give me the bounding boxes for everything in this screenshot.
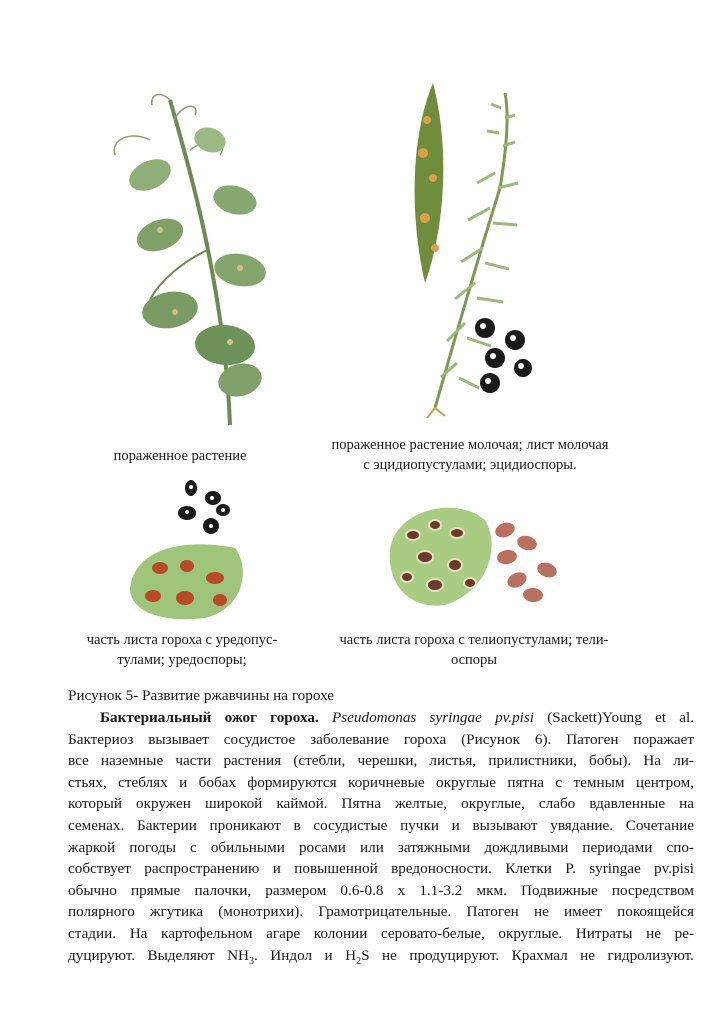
text-line: стадии. На картофельном агаре колонии серовато-белые, округлые. Нитраты не ре- — [68, 924, 694, 942]
body-paragraph — [68, 707, 694, 966]
caption-teliopustules: часть листа гороха с телиопустулами; тели- оспоры — [339, 632, 609, 668]
text-line: который окружен широкой каймой. Пятна желтые, округлые, слабо вдавленные на — [68, 795, 694, 813]
spurge-plant-illustration — [395, 78, 570, 423]
figure-title: Рисунок 5- Развитие ржавчины на горохе — [68, 687, 335, 704]
text-line: собствует распространению и повышенной вредоносности. Клетки P. syringae pv.pisi — [68, 860, 694, 878]
caption-uredopustules: часть листа гороха с уредопус- тулами; уредоспоры; — [86, 632, 278, 668]
teliopustule-leaf-illustration — [385, 495, 565, 615]
paragraph-first-line — [68, 707, 694, 729]
uredopustule-leaf-illustration — [125, 478, 255, 623]
text-line: полярного жгутика (монотрихи). Грамотрицательные. Патоген не имеет покоящейся — [68, 903, 694, 921]
text-line: Бактериоз вызывает сосудистое заболевание гороха (Рисунок 6). Патоген поражает — [68, 730, 694, 748]
section-heading: Бактериальный ожог гороха. — [100, 709, 319, 726]
text-line-last: дуцируют. Выделяют $NH_3$. Индол и $H_2S$ не продуцируют. Крахмал не гидролизуют. — [68, 946, 694, 967]
pea-plant-illustration — [90, 80, 270, 430]
caption-spurge: пораженное растение молочая; лист молочая с эцидиопустулами; эцидиоспоры. — [331, 437, 609, 473]
text-line: обычно прямые палочки, размером 0.6-0.8 х 1.1-3.2 мкм. Подвижные посредством — [68, 881, 694, 899]
text-line: все наземные части растения (стебли, черешки, листья, прилистники, бобы). На ли- — [68, 752, 694, 770]
text-line: семенах. Бактерии проникают в сосудистые пучки и вызывают увядание. Сочетание — [68, 816, 694, 834]
species-name: Pseudomonas syringae pv.pisi — [331, 709, 535, 726]
text-line: стьях, стеблях и бобах формируются коричневые округлые пятна с темным центром, — [68, 773, 694, 791]
caption-infected-plant: пораженное растение — [113, 448, 247, 464]
species-authority: (Sackett)Young et al. — [547, 709, 695, 726]
text-line: жаркой погоды с обильными росами или затяжными дождливыми периодами спо- — [68, 838, 694, 856]
